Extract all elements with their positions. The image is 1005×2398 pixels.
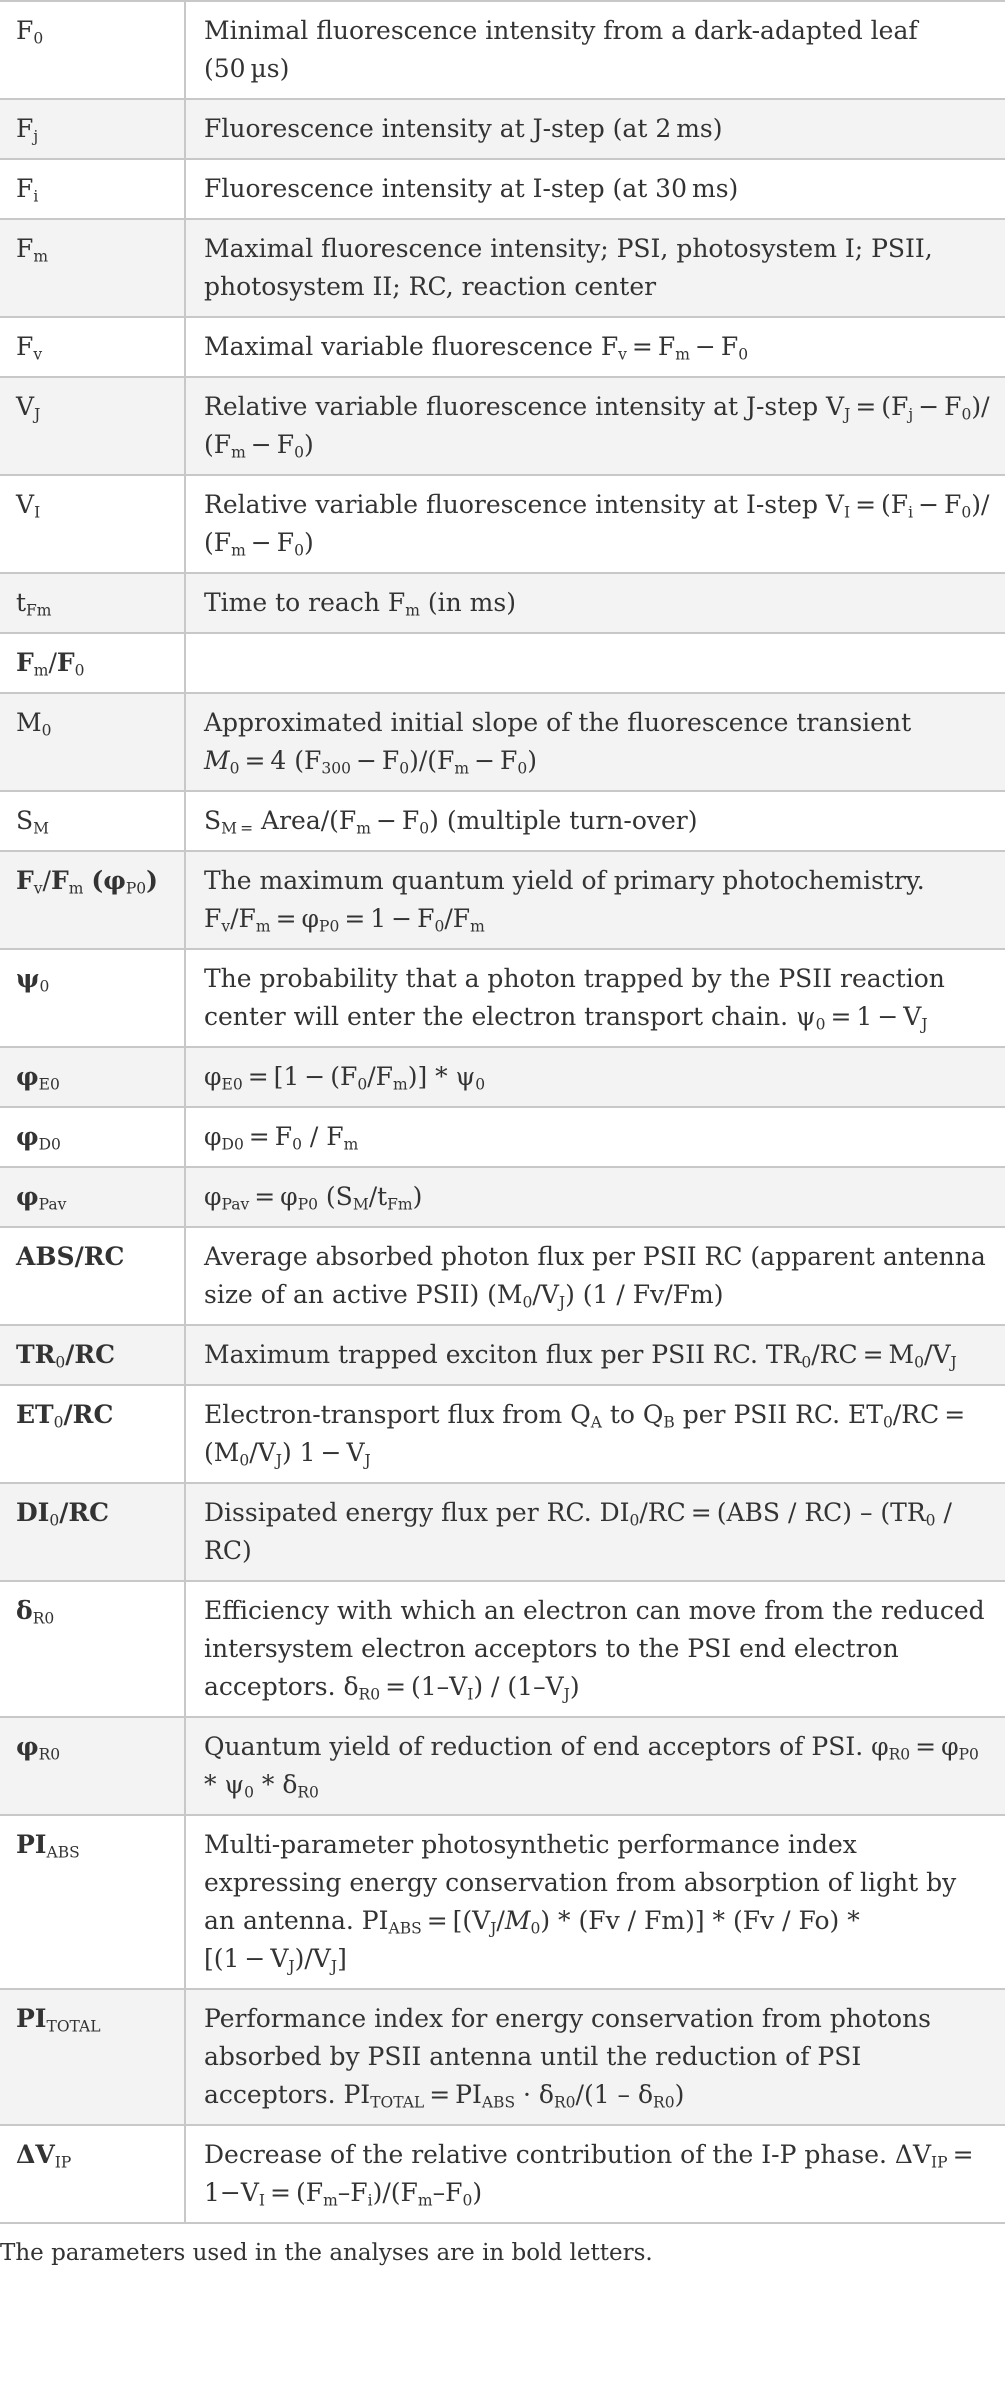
- parameter-description: Relative variable fluorescence intensity at J-step $V_J = (F_j - F_0)/$ $(F_m - F_0)$: [204, 392, 990, 462]
- parameter-symbol: $M_0$: [0, 693, 185, 791]
- parameter-symbol: $F_0$: [0, 1, 185, 99]
- table-row: [0, 1717, 1005, 1815]
- parameter-symbol: $S_M$: [0, 791, 185, 851]
- parameter-description: $\varphi_{E0} = [1 - (F_0/F_m)] * \psi_0$: [204, 1062, 486, 1094]
- parameter-symbol: $F_v$: [0, 317, 185, 377]
- parameter-description: Decrease of the relative contribution of the I-P phase. $\Delta V_{IP} = 1-V_I = (F_m-F_i)/(F_m-F_0)$: [204, 2140, 974, 2210]
- table-row: [0, 1047, 1005, 1107]
- table-row: [0, 791, 1005, 851]
- parameter-description: Relative variable fluorescence intensity at I-step $V_I = (F_i - F_0)/$ $(F_m - F_0)$: [204, 490, 990, 560]
- parameter-symbol: $PI_{TOTAL}$: [0, 1989, 185, 2125]
- parameter-description: Maximum trapped exciton flux per PSII RC. $TR_0/RC = M_0/V_J$: [204, 1340, 957, 1372]
- parameter-description: Dissipated energy flux per RC. $DI_0/RC = (ABS / RC) - (TR_0 / RC)$: [204, 1498, 952, 1565]
- table-row: [0, 1227, 1005, 1325]
- parameter-description: Maximal variable fluorescence $F_v = F_m - F_0$: [204, 332, 749, 364]
- parameter-symbol: $\varphi_{D0}$: [0, 1107, 185, 1167]
- parameter-description: Fluorescence intensity at J-step (at 2 ms): [204, 114, 723, 143]
- table-row: [0, 1989, 1005, 2125]
- table-row: [0, 851, 1005, 949]
- parameter-symbol: $t_{Fm}$: [0, 573, 185, 633]
- parameter-symbol: $\psi_0$: [0, 949, 185, 1047]
- parameter-symbol: $F_i$: [0, 159, 185, 219]
- table-row: [0, 99, 1005, 159]
- parameter-symbol: $\varphi_{Pav}$: [0, 1167, 185, 1227]
- parameter-description: Maximal fluorescence intensity; PSI, photosystem I; PSII, photosystem II; RC, reaction center: [204, 234, 933, 301]
- table-row: [0, 693, 1005, 791]
- table-row: [0, 573, 1005, 633]
- parameter-symbol: $F_j$: [0, 99, 185, 159]
- parameter-description: Minimal fluorescence intensity from a dark-adapted leaf (50 µs): [204, 16, 918, 83]
- table-row: [0, 1483, 1005, 1581]
- parameter-description: The maximum quantum yield of primary photochemistry. $F_v/F_m = \varphi_{P0} = 1 - F_0/F_m$: [204, 866, 925, 936]
- parameter-symbol: $\varphi_{E0}$: [0, 1047, 185, 1107]
- parameter-description: $S_{M =}$ Area/$(F_m - F_0)$ (multiple turn-over): [204, 806, 698, 838]
- parameter-symbol: $DI_0/RC$: [0, 1483, 185, 1581]
- parameter-symbol: $F_v/F_m$ $(\varphi_{P0})$: [0, 851, 185, 949]
- parameter-symbol: $V_I$: [0, 475, 185, 573]
- table-row: [0, 317, 1005, 377]
- parameter-description: Quantum yield of reduction of end acceptors of PSI. $\varphi_{R0} = \varphi_{P0} * \psi_0 * \delta_{R0}$: [204, 1732, 979, 1802]
- parameter-description: Fluorescence intensity at I-step (at 30 ms): [204, 174, 739, 203]
- table-row: [0, 1, 1005, 99]
- parameter-symbol: $TR_0/RC$: [0, 1325, 185, 1385]
- parameter-description: The probability that a photon trapped by the PSII reaction center will enter the electron transport chain. $\psi_0 = 1 - V_J$: [204, 964, 945, 1034]
- table-row: [0, 1325, 1005, 1385]
- parameter-description: Average absorbed photon flux per PSII RC (apparent antenna size of an active PSII) $(M_0/V_J)$ (1 / Fv/Fm): [204, 1242, 986, 1312]
- parameter-description: Time to reach $F_m$ (in ms): [204, 588, 516, 620]
- table-footnote: The parameters used in the analyses are in bold letters.: [0, 2240, 653, 2266]
- table-row: [0, 949, 1005, 1047]
- table-row: [0, 1167, 1005, 1227]
- parameter-symbol: $F_m$: [0, 219, 185, 317]
- parameter-symbol: $\varphi_{R0}$: [0, 1717, 185, 1815]
- parameter-description: Approximated initial slope of the fluorescence transient $M_0 = 4$ $(F_{300} - F_0)/(F_m - F_0)$: [204, 708, 912, 778]
- table-row: [0, 475, 1005, 573]
- parameter-description: Performance index for energy conservation from photons absorbed by PSII antenna until the reduction of PSI acceptors. $PI_{TOTAL} = PI_{ABS} \cdot \delta_{R0}/(1 - \delta_{R0})$: [204, 2004, 932, 2112]
- parameter-symbol: ABS/RC: [0, 1227, 185, 1325]
- parameters-table-body: [0, 1, 1005, 2223]
- parameter-description: Electron-transport flux from $Q_A$ to $Q_B$ per PSII RC. $ET_0/RC = (M_0/V_J) 1 - V_J$: [204, 1400, 966, 1470]
- parameter-symbol: $ET_0/RC$: [0, 1385, 185, 1483]
- parameter-description: Multi-parameter photosynthetic performance index expressing energy conservation from absorption of light by an antenna. $PI_{ABS} = [(V_J/M_0) * (Fv / Fm)] * (Fv / Fo) * [(1 - V_J)/V_J]$: [204, 1830, 957, 1976]
- table-row: [0, 1815, 1005, 1989]
- parameter-description: [185, 633, 1005, 693]
- parameter-symbol: $F_m/F_0$: [0, 633, 185, 693]
- table-row: [0, 219, 1005, 317]
- table-row: [0, 1385, 1005, 1483]
- parameter-description: Efficiency with which an electron can move from the reduced intersystem electron acceptors to the PSI end electron acceptors. $\delta_{R0} = (1-V_I) / (1-V_J)$: [204, 1596, 985, 1704]
- parameter-symbol: $V_J$: [0, 377, 185, 475]
- parameter-symbol: $PI_{ABS}$: [0, 1815, 185, 1989]
- table-row: [0, 159, 1005, 219]
- parameter-description: $\varphi_{D0} = F_0 / F_m$: [204, 1122, 359, 1154]
- parameter-symbol: $\delta_{R0}$: [0, 1581, 185, 1717]
- table-row: [0, 1107, 1005, 1167]
- table-row: [0, 633, 1005, 693]
- table-row: [0, 2125, 1005, 2223]
- parameter-description: $\varphi_{Pav} = \varphi_{P0}$ $(S_M/t_{Fm})$: [204, 1182, 423, 1214]
- parameter-symbol: $\Delta V_{IP}$: [0, 2125, 185, 2223]
- table-row: [0, 377, 1005, 475]
- table-row: [0, 1581, 1005, 1717]
